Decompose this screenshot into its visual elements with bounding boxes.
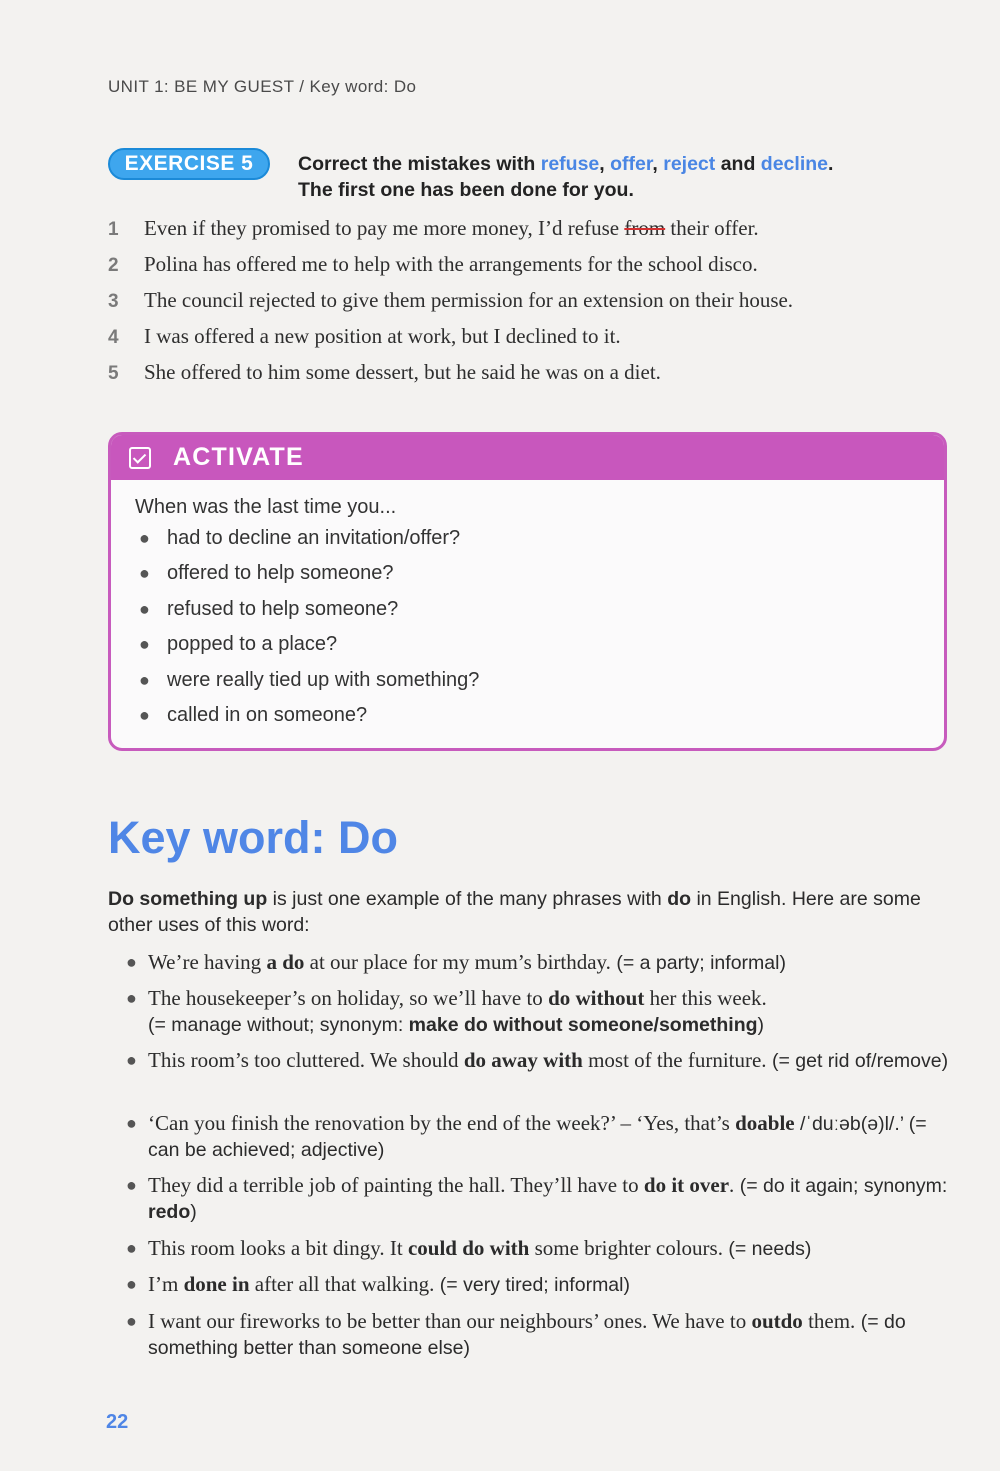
bullet-icon: ● — [139, 669, 150, 690]
list-item: ● ‘Can you finish the renovation by the end of the week?’ – ‘Yes, that’s doable /ˈduːəb(ə)l/.’ (= can be achieved; adjective) — [126, 1111, 927, 1161]
exercise-item — [108, 324, 948, 360]
activate-box — [108, 432, 947, 751]
list-item: ● We’re having a do at our place for my mum’s birthday. (= a party; informal) — [126, 950, 786, 974]
bullet-icon: ● — [126, 1238, 137, 1258]
bullet-icon: ● — [126, 1311, 137, 1331]
item-number: 5 — [108, 363, 119, 384]
list-item: ● The housekeeper’s on holiday, so we’ll have to do without her this week. (= manage without; synonym: make do without someone/something) — [126, 986, 767, 1036]
bullet-icon: ● — [126, 1050, 137, 1070]
list-item: ● I’m done in after all that walking. (= very tired; informal) — [126, 1272, 630, 1296]
exercise-instruction: Correct the mistakes with refuse, offer, reject and decline. The first one has been done for you. — [298, 153, 834, 201]
item-text: Even if they promised to pay me more money, I’d refuse from their offer. — [144, 216, 759, 240]
item-text: Polina has offered me to help with the arrangements for the school disco. — [144, 252, 758, 276]
keyword-refuse: refuse — [540, 153, 600, 175]
bullet-icon: ● — [126, 952, 137, 972]
list-item: ● popped to a place? — [139, 633, 338, 656]
item-number: 2 — [108, 255, 119, 276]
bullet-icon: ● — [139, 634, 150, 655]
activate-intro: When was the last time you... — [135, 496, 397, 518]
item-text: She offered to him some dessert, but he said he was on a diet. — [144, 360, 661, 384]
item-number: 1 — [108, 219, 119, 240]
checkbox-icon — [129, 447, 151, 469]
item-text: I was offered a new position at work, but I declined to it. — [144, 324, 621, 348]
list-item: ● called in on someone? — [139, 703, 368, 726]
item-number: 3 — [108, 291, 119, 312]
list-item: ● I want our fireworks to be better than our neighbours’ ones. We have to outdo them. (= do something better than someone else) — [126, 1309, 906, 1359]
bullet-icon: ● — [139, 528, 150, 548]
list-item: ● They did a terrible job of painting the hall. They’ll have to do it over. (= do it again; synonym: redo) — [126, 1173, 948, 1223]
activate-header — [111, 435, 944, 480]
activate-title: ACTIVATE — [173, 443, 304, 471]
bullet-icon: ● — [126, 1274, 137, 1294]
keyword-offer: offer — [610, 153, 653, 175]
bullet-icon: ● — [139, 563, 150, 584]
item-text: The council rejected to give them permission for an extension on their house. — [144, 288, 794, 312]
list-item: ● refused to help someone? — [139, 597, 399, 620]
list-item: ● offered to help someone? — [139, 562, 394, 585]
keyword-reject: reject — [663, 153, 716, 175]
list-item: ● This room’s too cluttered. We should do away with most of the furniture. (= get rid of/remove) — [126, 1048, 949, 1072]
bullet-icon: ● — [139, 598, 150, 619]
running-header: UNIT 1: BE MY GUEST / Key word: Do — [108, 77, 417, 96]
exercise-item — [108, 360, 948, 396]
list-item: ● had to decline an invitation/offer? — [139, 527, 461, 549]
exercise-item — [108, 252, 948, 288]
activate-list — [139, 527, 479, 739]
exercise-list — [108, 216, 948, 396]
bullet-icon: ● — [126, 988, 137, 1008]
exercise-item — [108, 288, 948, 324]
exercise-badge: EXERCISE 5 — [108, 148, 270, 180]
bullet-icon: ● — [126, 1113, 137, 1133]
struck-word: from — [624, 216, 666, 240]
keyword-decline: decline — [760, 153, 828, 175]
item-number: 4 — [108, 327, 119, 348]
list-item: ● This room looks a bit dingy. It could do with some brighter colours. (= needs) — [126, 1236, 812, 1260]
bullet-icon: ● — [139, 704, 150, 725]
section-title: Key word: Do — [108, 812, 399, 863]
section-intro: Do something up is just one example of the many phrases with do in English. Here are some other uses of this word: — [108, 888, 921, 936]
page-number: 22 — [106, 1411, 129, 1433]
exercise-item — [108, 216, 948, 252]
bullet-icon: ● — [126, 1175, 137, 1195]
list-item: ● were really tied up with something? — [139, 668, 480, 691]
